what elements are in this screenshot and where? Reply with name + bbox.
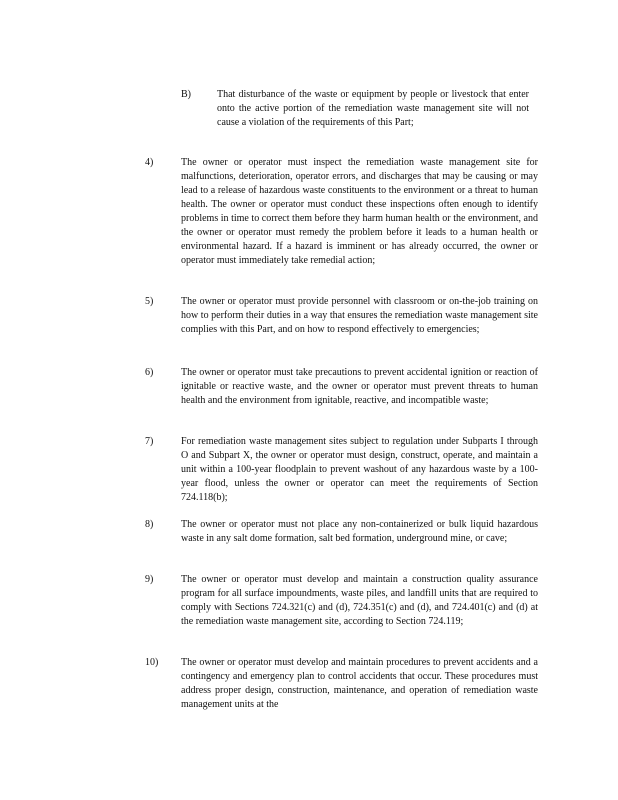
item-label: B): [181, 89, 191, 100]
item-label: 4): [145, 157, 154, 168]
item-label: 9): [145, 574, 154, 585]
item-text: The owner or operator must take precautions to prevent accidental ignition or reaction of ignitable or reactive waste, and the owner or operator must prevent threats to human health and the environment from ignitable, reactive, and incompatible waste;: [181, 367, 538, 406]
item-label: 5): [145, 296, 154, 307]
item-text: The owner or operator must inspect the remediation waste management site for malfunctions, deterioration, operator errors, and discharges that may be causing or may lead to a release of hazardous waste constituents to the environment or a threat to human health. The owner or operator must conduct these inspections often enough to identify problems in time to correct them before they harm human health or the environment, and the owner or operator must remedy the problem before it leads to a human health or environmental hazard. If a hazard is imminent or has already occurred, the owner or operator must immediately take remedial action;: [181, 157, 538, 266]
item-text: The owner or operator must provide personnel with classroom or on-the-job training on how to perform their duties in a way that ensures the remediation waste management site complies with this Part, and on how to respond effectively to emergencies;: [181, 296, 538, 335]
item-label: 8): [145, 519, 154, 530]
item-label: 6): [145, 367, 154, 378]
item-label: 7): [145, 436, 154, 447]
item-text: The owner or operator must develop and maintain a construction quality assurance program for all surface impoundments, waste piles, and landfill units that are required to comply with Sections 724.321(c) and (d), 724.351(c) and (d), and 724.401(c) and (d) at the remediation waste management site, according to Section 724.119;: [181, 574, 538, 627]
item-text: The owner or operator must develop and maintain procedures to prevent accidents and a contingency and emergency plan to control accidents that occur. These procedures must address proper design, construction, maintenance, and operation of remediation waste management units at the: [181, 657, 538, 710]
item-text: For remediation waste management sites subject to regulation under Subparts I through O and Subpart X, the owner or operator must design, construct, operate, and maintain a unit within a 100-year floodplain to prevent washout of any hazardous waste by a 100-year flood, unless the owner or operator can meet the requirements of Section 724.118(b);: [181, 436, 538, 503]
item-text: The owner or operator must not place any non-containerized or bulk liquid hazardous waste in any salt dome formation, salt bed formation, underground mine, or cave;: [181, 519, 538, 544]
item-label: 10): [145, 657, 159, 668]
item-text: That disturbance of the waste or equipment by people or livestock that enter onto the active portion of the remediation waste management site will not cause a violation of the requirements of this Part;: [217, 89, 529, 128]
